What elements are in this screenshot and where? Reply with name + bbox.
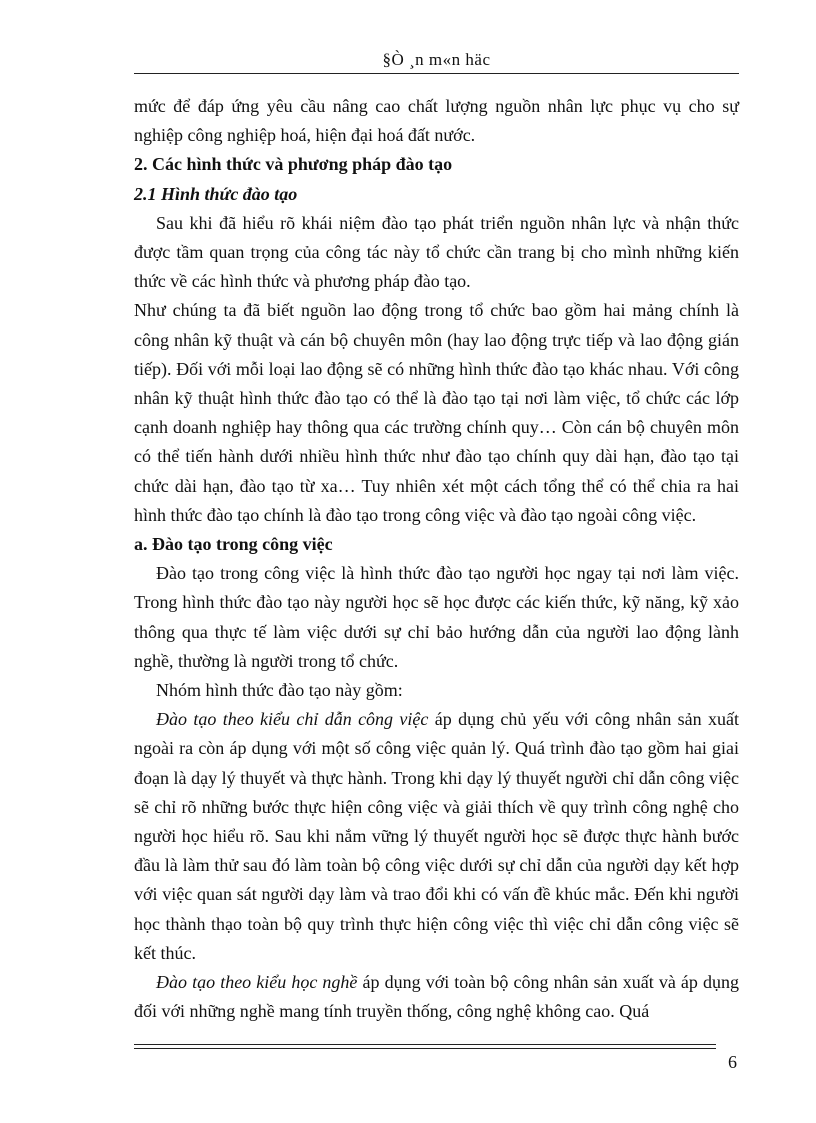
page-header-title: §Ò ¸n m«n häc (382, 50, 491, 69)
section-heading: 2. Các hình thức và phương pháp đào tạo (134, 154, 453, 175)
paragraph-text: áp dụng với toàn bộ công nhân sản xuất và áp dụng đối với những nghề mang tính truyền thống, công nghệ không cao. Quá (134, 972, 739, 1022)
footer-divider (134, 1044, 716, 1045)
paragraph: Như chúng ta đã biết nguồn lao động trong tổ chức bao gồm hai mảng chính là công nhân kỹ thuật và cán bộ chuyên môn (hay lao động trực tiếp và lao động gián tiếp). Đối với mỗi loại lao động sẽ có những hình thức đào tạo khác nhau. Với công nhân kỹ thuật hình thức đào tạo có thể là đào tạo tại nơi làm việc, tổ chức các lớp cạnh doanh nghiệp hay thông qua các trường chính quy… Còn cán bộ chuyên môn có thể tiến hành dưới nhiều hình thức như đào tạo chính quy dài hạn, đào tạo tại chức dài hạn, đào tạo từ xa… Tuy nhiên xét một cách tổng thể có thể chia ra hai hình thức đào tạo chính là đào tạo trong công việc và đào tạo ngoài công việc. (134, 300, 739, 525)
emphasis-term: Đào tạo theo kiểu học nghề (156, 972, 358, 993)
page-number: 6 (728, 1052, 737, 1072)
header-divider (134, 73, 739, 74)
subsection-heading: 2.1 Hình thức đào tạo (134, 183, 298, 204)
document-body (134, 92, 739, 1027)
paragraph: Sau khi đã hiểu rõ khái niệm đào tạo phát triển nguồn nhân lực và nhận thức được tầm quan trọng của công tác này tổ chức cần trang bị cho mình những kiến thức về các hình thức và phương pháp đào tạo. (134, 212, 739, 292)
paragraph: mức để đáp ứng yêu cầu nâng cao chất lượng nguồn nhân lực phục vụ cho sự nghiệp công nghiệp hoá, hiện đại hoá đất nước. (134, 96, 739, 146)
paragraph (134, 968, 739, 1026)
subsection-heading-a: a. Đào tạo trong công việc (134, 534, 333, 555)
paragraph: Nhóm hình thức đào tạo này gồm: (156, 680, 403, 701)
emphasis-term: Đào tạo theo kiểu chỉ dẫn công việc (156, 709, 429, 730)
paragraph-text: áp dụng chủ yếu với công nhân sản xuất ngoài ra còn áp dụng với một số công việc quản lý. Quá trình đào tạo gồm hai giai đoạn là dạy lý thuyết và thực hành. Trong khi dạy lý thuyết người chỉ dẫn công việc sẽ chỉ rõ những bước thực hiện công việc và giải thích về quy trình công nghệ cho người học hiểu rõ. Sau khi nắm vững lý thuyết người học sẽ được thực hành bước đầu là làm thử sau đó làm toàn bộ công việc dưới sự chỉ dẫn của người dạy kết hợp với việc quan sát người dạy làm và trao đổi khi có vấn đề khúc mắc. Đến khi người học thành thạo toàn bộ quy trình thực hiện công việc thì việc chỉ dẫn công việc sẽ kết thúc. (134, 709, 740, 963)
paragraph: Đào tạo trong công việc là hình thức đào tạo người học ngay tại nơi làm việc. Trong hình thức đào tạo này người học sẽ học được các kiến thức, kỹ năng, kỹ xảo thông qua thực tế làm việc dưới sự chỉ bảo hướng dẫn của người lao động lành nghề, thường là người trong tổ chức. (134, 563, 739, 671)
paragraph (134, 705, 739, 968)
footer-divider (134, 1048, 716, 1049)
